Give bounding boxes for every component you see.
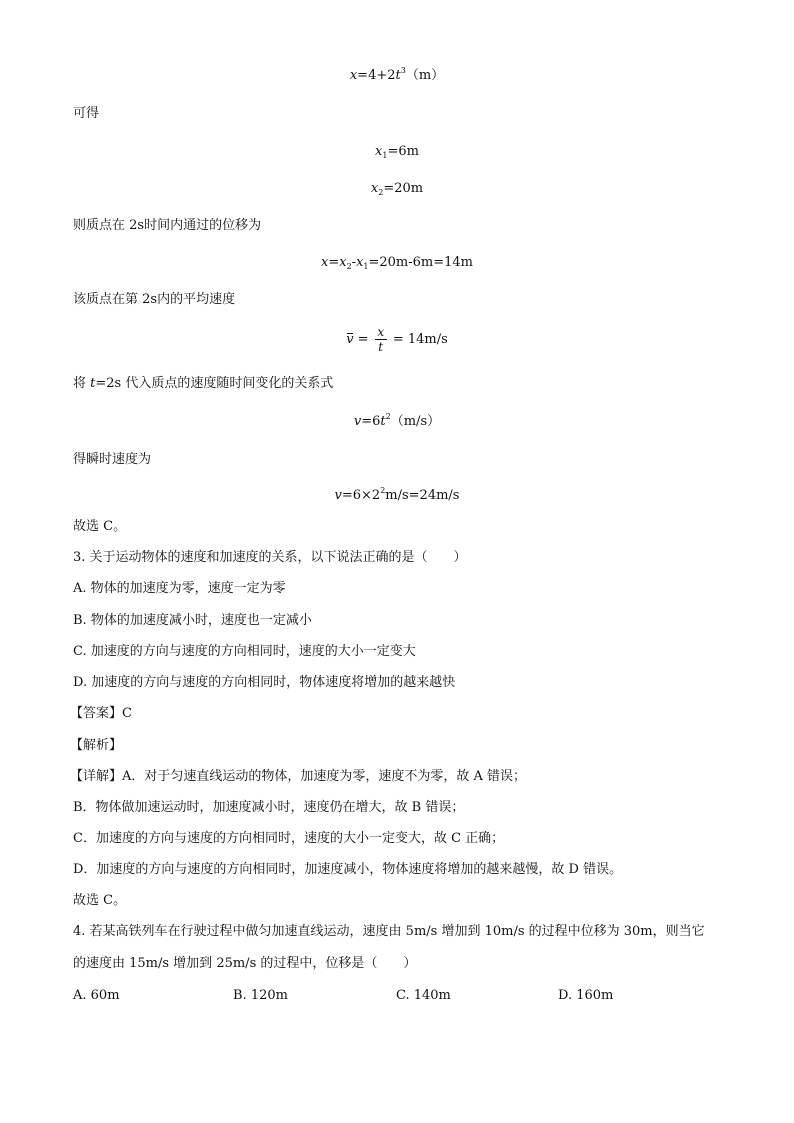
equation-displacement [0,254,794,272]
question-3-option-d: D. 加速度的方向与速度的方向相同时，物体速度将增加的越来越快 [73,675,456,690]
eq-subscript: 2 [378,188,384,197]
eq-exponent: 3 [400,66,406,75]
equation-x1 [0,143,794,161]
answer-value: C [122,706,132,721]
equation-avg-velocity [0,322,794,358]
question-3-option-b: B. 物体的加速度减小时，速度也一定减小 [73,613,312,628]
eq-text: =20m-6m=14m [368,255,474,270]
eq-var: x [356,255,364,270]
text-part: 将 [73,376,91,391]
eq-var: v [334,488,342,503]
question-4-stem-line-1: 4. 若某高铁列车在行驶过程中做匀加速直线运动，速度由 5m/s 增加到 10m/s 的过程中位移为 30m，则当它 [73,924,705,939]
eq-numerator: x [377,325,385,339]
question-3-detail-a [70,768,526,786]
detail-text: A．对于匀速直线运动的物体，加速度为零，速度不为零，故 A 错误； [122,769,527,784]
eq-text: =6×2 [341,488,381,503]
text-avg-velocity-intro: 该质点在第 2s内的平均速度 [73,292,236,307]
eq-unit: （m） [405,68,445,83]
equation-x-of-t [0,67,794,85]
eq-subscript: 2 [346,262,352,271]
eq-text: =4+2 [357,68,396,83]
eq-text: = [353,332,373,347]
question-3-stem: 3. 关于运动物体的速度和加速度的关系，以下说法正确的是（ ） [73,550,467,565]
eq-text: - [351,255,357,270]
eq-var: t [380,414,386,429]
question-3-detail-d: D．加速度的方向与速度的方向相同时，加速度减小，物体速度将增加的越来越慢，故 D 错误。 [73,862,623,877]
eq-exponent: 2 [385,412,391,421]
equation-x2 [0,180,794,198]
equation-v-of-t [0,413,794,431]
question-3-analysis-label: 【解析】 [70,738,123,753]
eq-var: x [339,255,347,270]
equation-v-result [0,487,794,505]
eq-var: v [353,414,362,429]
eq-var: x [320,255,329,270]
eq-var: x [375,144,383,159]
text-kede: 可得 [73,106,100,121]
question-4-stem-line-2: 的速度由 15m/s 增加到 25m/s 的过程中，位移是（ ） [73,956,417,971]
question-4-option-b: B. 120m [233,988,288,1003]
eq-var-v-bar: v [346,332,354,347]
text-choose-c: 故选 C。 [73,519,127,534]
answer-label: 【答案】 [70,706,123,721]
eq-exponent: 2 [380,486,386,495]
text-part: =2s 代入质点的速度随时间变化的关系式 [95,376,334,391]
eq-text: = 14m/s [388,332,448,347]
eq-text: =6 [361,414,381,429]
question-4-option-d: D. 160m [558,988,614,1003]
question-3-option-a: A. 物体的加速度为零，速度一定为零 [73,581,286,596]
eq-fraction [375,325,387,354]
question-4-option-a: A. 60m [73,988,120,1003]
eq-denominator: t [378,340,384,354]
detail-label: 【详解】 [70,769,123,784]
eq-unit: （m/s） [390,414,441,429]
eq-var: x [349,68,358,83]
eq-text: =6m [387,144,419,159]
question-3-answer [70,705,132,723]
eq-var: t [395,68,401,83]
question-3-option-c: C. 加速度的方向与速度的方向相同时，速度的大小一定变大 [73,644,416,659]
text-substitute [73,375,333,393]
eq-subscript: 1 [382,151,388,160]
eq-text: m/s=24m/s [385,488,460,503]
question-3-detail-b: B．物体做加速运动时，加速度减小时，速度仍在增大，故 B 错误； [73,800,465,815]
question-3-detail-c: C．加速度的方向与速度的方向相同时，速度的大小一定变大，故 C 正确； [73,831,505,846]
question-4-option-c: C. 140m [396,988,451,1003]
text-displacement-intro: 则质点在 2s时间内通过的位移为 [73,218,262,233]
eq-var: x [370,181,379,196]
eq-text: = [328,255,340,270]
text-instant: 得瞬时速度为 [73,452,152,467]
eq-text: =20m [383,181,424,196]
eq-subscript: 1 [363,262,369,271]
eq-var: t [90,376,96,391]
question-3-conclusion: 故选 C。 [73,893,127,908]
